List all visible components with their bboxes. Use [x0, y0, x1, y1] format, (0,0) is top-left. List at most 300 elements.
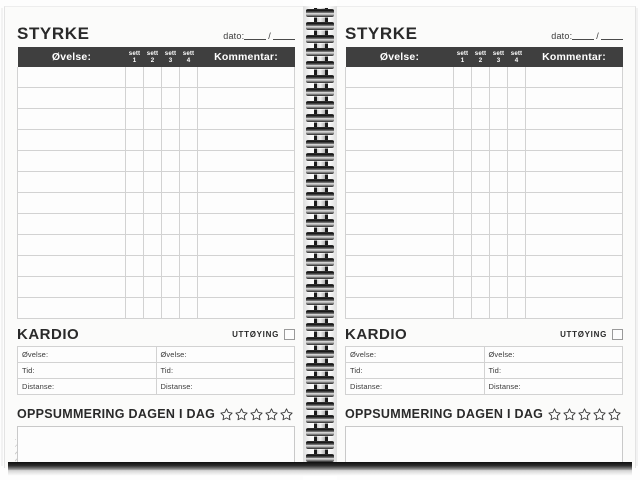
- table-cell[interactable]: [126, 67, 144, 88]
- cardio-cell[interactable]: Øvelse:: [156, 347, 295, 363]
- book-bottom-glow: [8, 471, 632, 476]
- table-cell[interactable]: [180, 256, 198, 277]
- date-month-blank[interactable]: [601, 39, 623, 40]
- summary-header: [17, 405, 295, 423]
- page-edge-left: [1, 8, 3, 466]
- spiral-coil-ring: [306, 245, 334, 253]
- spiral-coil-ring: [306, 441, 334, 449]
- table-cell[interactable]: [346, 235, 454, 256]
- table-row: [346, 298, 623, 319]
- table-cell[interactable]: [18, 256, 126, 277]
- table-cell[interactable]: [508, 235, 526, 256]
- table-cell[interactable]: [346, 193, 454, 214]
- cardio-row: [18, 363, 295, 379]
- table-cell[interactable]: [144, 130, 162, 151]
- star-icon[interactable]: [235, 408, 248, 421]
- table-cell[interactable]: [346, 298, 454, 319]
- strength-table-body: [346, 67, 623, 319]
- cardio-cell[interactable]: Distanse:: [346, 379, 485, 395]
- table-cell[interactable]: [526, 130, 623, 151]
- table-cell[interactable]: [472, 67, 490, 88]
- cardio-table: [17, 346, 295, 395]
- table-cell[interactable]: [508, 277, 526, 298]
- right-page: [333, 6, 636, 468]
- cardio-header: [17, 326, 295, 343]
- table-row: [346, 214, 623, 235]
- table-cell[interactable]: [144, 214, 162, 235]
- table-cell[interactable]: [526, 88, 623, 109]
- stretch-checkbox[interactable]: [284, 329, 295, 340]
- strength-table: [345, 47, 623, 319]
- table-cell[interactable]: [526, 256, 623, 277]
- spiral-coil-ring: [306, 415, 334, 423]
- strength-table: [17, 47, 295, 319]
- column-header-set-2: [144, 47, 162, 67]
- column-header-comment: Kommentar:: [526, 47, 623, 67]
- table-cell[interactable]: [508, 256, 526, 277]
- spiral-coil-ring: [306, 179, 334, 187]
- table-cell[interactable]: [180, 130, 198, 151]
- table-cell[interactable]: [18, 88, 126, 109]
- summary-title: OPPSUMMERING DAGEN I DAG: [17, 407, 216, 421]
- set-number-2: 2: [150, 57, 155, 64]
- table-cell[interactable]: [526, 214, 623, 235]
- table-cell[interactable]: [472, 193, 490, 214]
- table-cell[interactable]: [472, 109, 490, 130]
- column-header-exercise: Øvelse:: [18, 47, 126, 67]
- table-row: [346, 235, 623, 256]
- cardio-cell[interactable]: Øvelse:: [18, 347, 157, 363]
- table-cell[interactable]: [126, 214, 144, 235]
- cardio-row: [18, 379, 295, 395]
- spiral-coil-ring: [306, 232, 334, 240]
- table-cell[interactable]: [490, 88, 508, 109]
- rating-stars[interactable]: [548, 408, 621, 421]
- table-cell[interactable]: [198, 172, 295, 193]
- table-cell[interactable]: [508, 88, 526, 109]
- table-cell[interactable]: [454, 298, 472, 319]
- spiral-coil-ring: [306, 350, 334, 358]
- table-cell[interactable]: [490, 109, 508, 130]
- spiral-coil-ring: [306, 297, 334, 305]
- set-word-3: sett: [492, 49, 505, 57]
- table-cell[interactable]: [198, 193, 295, 214]
- star-icon[interactable]: [265, 408, 278, 421]
- spiral-coil-ring: [306, 61, 334, 69]
- table-cell[interactable]: [198, 214, 295, 235]
- table-row: [346, 109, 623, 130]
- table-row: [18, 256, 295, 277]
- date-label: dato:: [551, 31, 573, 41]
- summary-header: [345, 405, 623, 423]
- set-word-1: sett: [128, 49, 141, 57]
- table-cell[interactable]: [346, 88, 454, 109]
- strength-header: [345, 21, 623, 43]
- cardio-title: KARDIO: [345, 326, 408, 343]
- table-cell[interactable]: [454, 235, 472, 256]
- star-icon[interactable]: [548, 408, 561, 421]
- table-cell[interactable]: [472, 151, 490, 172]
- date-field[interactable]: [551, 31, 623, 43]
- star-icon[interactable]: [608, 408, 621, 421]
- table-cell[interactable]: [472, 277, 490, 298]
- table-cell[interactable]: [198, 151, 295, 172]
- table-cell[interactable]: [198, 109, 295, 130]
- cardio-row: [346, 363, 623, 379]
- spiral-coil-ring: [306, 337, 334, 345]
- table-cell[interactable]: [346, 214, 454, 235]
- table-cell[interactable]: [18, 214, 126, 235]
- table-row: [346, 172, 623, 193]
- spiral-coil-ring: [306, 192, 334, 200]
- table-cell[interactable]: [162, 130, 180, 151]
- spiral-coil-ring: [306, 389, 334, 397]
- table-cell[interactable]: [144, 88, 162, 109]
- table-cell[interactable]: [526, 277, 623, 298]
- table-cell[interactable]: [126, 277, 144, 298]
- spiral-coil-ring: [306, 428, 334, 436]
- table-row: [346, 88, 623, 109]
- table-cell[interactable]: [144, 109, 162, 130]
- table-row: [18, 193, 295, 214]
- table-cell[interactable]: [144, 67, 162, 88]
- table-cell[interactable]: [526, 298, 623, 319]
- table-cell[interactable]: [18, 193, 126, 214]
- set-word-2: sett: [474, 49, 487, 57]
- set-word-4: sett: [510, 49, 523, 57]
- table-cell[interactable]: [144, 193, 162, 214]
- stretch-label: UTTØYING: [560, 330, 607, 339]
- cardio-cell[interactable]: Distanse:: [484, 379, 623, 395]
- set-number-3: 3: [168, 57, 173, 64]
- table-cell[interactable]: [346, 109, 454, 130]
- table-row: [18, 214, 295, 235]
- table-row: [18, 235, 295, 256]
- table-cell[interactable]: [526, 193, 623, 214]
- cardio-row: [346, 379, 623, 395]
- table-cell[interactable]: [198, 235, 295, 256]
- cardio-cell[interactable]: Øvelse:: [346, 347, 485, 363]
- column-header-set-1: [454, 47, 472, 67]
- cardio-header: [345, 326, 623, 343]
- table-cell[interactable]: [162, 298, 180, 319]
- table-cell[interactable]: [144, 172, 162, 193]
- column-header-set-2: [472, 47, 490, 67]
- table-cell[interactable]: [126, 172, 144, 193]
- left-page: [4, 6, 307, 468]
- table-cell[interactable]: [490, 151, 508, 172]
- table-cell[interactable]: [454, 151, 472, 172]
- spiral-coil-ring: [306, 127, 334, 135]
- left-page-content: [17, 21, 295, 470]
- rating-stars[interactable]: [220, 408, 293, 421]
- table-cell[interactable]: [454, 214, 472, 235]
- column-header-set-3: [162, 47, 180, 67]
- table-cell[interactable]: [454, 193, 472, 214]
- spiral-coil-ring: [306, 323, 334, 331]
- table-cell[interactable]: [180, 88, 198, 109]
- table-row: [346, 256, 623, 277]
- table-cell[interactable]: [346, 277, 454, 298]
- cardio-row: [346, 347, 623, 363]
- table-cell[interactable]: [526, 67, 623, 88]
- spiral-coil-ring: [306, 114, 334, 122]
- column-header-set-1: [126, 47, 144, 67]
- table-cell[interactable]: [162, 256, 180, 277]
- table-row: [18, 172, 295, 193]
- table-cell[interactable]: [490, 298, 508, 319]
- table-cell[interactable]: [454, 109, 472, 130]
- table-cell[interactable]: [18, 298, 126, 319]
- table-cell[interactable]: [18, 277, 126, 298]
- table-cell[interactable]: [526, 151, 623, 172]
- table-cell[interactable]: [198, 277, 295, 298]
- table-cell[interactable]: [180, 151, 198, 172]
- cardio-cell[interactable]: Tid:: [156, 363, 295, 379]
- table-cell[interactable]: [180, 172, 198, 193]
- table-cell[interactable]: [490, 214, 508, 235]
- set-number-1: 1: [460, 57, 465, 64]
- column-header-set-4: [508, 47, 526, 67]
- cardio-cell[interactable]: Distanse:: [156, 379, 295, 395]
- table-row: [18, 88, 295, 109]
- table-cell[interactable]: [490, 256, 508, 277]
- star-icon[interactable]: [578, 408, 591, 421]
- table-cell[interactable]: [472, 256, 490, 277]
- table-cell[interactable]: [472, 88, 490, 109]
- column-header-comment: Kommentar:: [198, 47, 295, 67]
- table-cell[interactable]: [508, 172, 526, 193]
- table-cell[interactable]: [490, 130, 508, 151]
- table-cell[interactable]: [162, 277, 180, 298]
- table-cell[interactable]: [126, 298, 144, 319]
- table-cell[interactable]: [180, 214, 198, 235]
- spiral-coil-ring: [306, 284, 334, 292]
- spiral-coil-ring: [306, 402, 334, 410]
- date-separator: /: [268, 31, 271, 41]
- cardio-cell[interactable]: Distanse:: [18, 379, 157, 395]
- table-cell[interactable]: [126, 235, 144, 256]
- table-cell[interactable]: [162, 214, 180, 235]
- table-cell[interactable]: [162, 151, 180, 172]
- table-cell[interactable]: [162, 172, 180, 193]
- spiral-coil-ring: [306, 88, 334, 96]
- table-cell[interactable]: [490, 235, 508, 256]
- table-cell[interactable]: [526, 172, 623, 193]
- table-cell[interactable]: [180, 298, 198, 319]
- spiral-coil-ring: [306, 310, 334, 318]
- set-word-1: sett: [456, 49, 469, 57]
- table-row: [18, 130, 295, 151]
- table-cell[interactable]: [162, 235, 180, 256]
- table-row: [346, 277, 623, 298]
- table-cell[interactable]: [346, 256, 454, 277]
- table-cell[interactable]: [508, 130, 526, 151]
- cardio-cell[interactable]: Øvelse:: [484, 347, 623, 363]
- table-cell[interactable]: [126, 193, 144, 214]
- table-cell[interactable]: [346, 130, 454, 151]
- set-number-3: 3: [496, 57, 501, 64]
- date-label: dato:: [223, 31, 245, 41]
- set-number-4: 4: [186, 57, 191, 64]
- table-cell[interactable]: [346, 151, 454, 172]
- spiral-coil-ring: [306, 166, 334, 174]
- table-cell[interactable]: [454, 172, 472, 193]
- table-row: [346, 193, 623, 214]
- stretch-group[interactable]: [560, 329, 623, 340]
- table-cell[interactable]: [454, 130, 472, 151]
- table-cell[interactable]: [18, 172, 126, 193]
- date-day-blank[interactable]: [244, 39, 266, 40]
- star-icon[interactable]: [280, 408, 293, 421]
- spiral-coil-ring: [306, 22, 334, 30]
- table-cell[interactable]: [180, 109, 198, 130]
- table-cell[interactable]: [144, 298, 162, 319]
- table-cell[interactable]: [180, 193, 198, 214]
- table-cell[interactable]: [454, 88, 472, 109]
- cardio-cell[interactable]: Tid:: [18, 363, 157, 379]
- cardio-row: [18, 347, 295, 363]
- spiral-coil-ring: [306, 35, 334, 43]
- spiral-coil-ring: [306, 258, 334, 266]
- spiral-coil-ring: [306, 363, 334, 371]
- book-bottom-shadow: [8, 462, 632, 471]
- table-cell[interactable]: [180, 67, 198, 88]
- table-cell[interactable]: [490, 277, 508, 298]
- spiral-coil-ring: [306, 75, 334, 83]
- table-row: [346, 130, 623, 151]
- column-header-set-4: [180, 47, 198, 67]
- spiral-coil-ring: [306, 206, 334, 214]
- table-cell[interactable]: [180, 277, 198, 298]
- table-cell[interactable]: [162, 88, 180, 109]
- table-cell[interactable]: [454, 256, 472, 277]
- table-cell[interactable]: [346, 67, 454, 88]
- table-cell[interactable]: [162, 109, 180, 130]
- table-cell[interactable]: [198, 88, 295, 109]
- strength-header: [17, 21, 295, 43]
- table-cell[interactable]: [490, 193, 508, 214]
- table-cell[interactable]: [454, 277, 472, 298]
- cardio-cell[interactable]: Tid:: [484, 363, 623, 379]
- stretch-group[interactable]: [232, 329, 295, 340]
- strength-table-body: [18, 67, 295, 319]
- table-cell[interactable]: [472, 235, 490, 256]
- page-edge-right: [636, 8, 638, 466]
- table-cell[interactable]: [508, 109, 526, 130]
- table-cell[interactable]: [162, 67, 180, 88]
- table-cell[interactable]: [472, 130, 490, 151]
- table-cell[interactable]: [508, 151, 526, 172]
- star-icon[interactable]: [220, 408, 233, 421]
- set-word-4: sett: [182, 49, 195, 57]
- table-cell[interactable]: [472, 214, 490, 235]
- strength-table-header-row: [346, 47, 623, 67]
- table-cell[interactable]: [144, 235, 162, 256]
- table-cell[interactable]: [346, 172, 454, 193]
- table-cell[interactable]: [508, 193, 526, 214]
- table-cell[interactable]: [18, 130, 126, 151]
- table-cell[interactable]: [198, 298, 295, 319]
- table-cell[interactable]: [126, 256, 144, 277]
- star-icon[interactable]: [593, 408, 606, 421]
- table-cell[interactable]: [126, 109, 144, 130]
- table-row: [18, 298, 295, 319]
- cardio-title: KARDIO: [17, 326, 80, 343]
- table-row: [18, 109, 295, 130]
- table-cell[interactable]: [126, 130, 144, 151]
- table-cell[interactable]: [180, 235, 198, 256]
- spiral-coil-ring: [306, 101, 334, 109]
- cardio-cell[interactable]: Tid:: [346, 363, 485, 379]
- star-icon[interactable]: [250, 408, 263, 421]
- cardio-table: [345, 346, 623, 395]
- set-number-1: 1: [132, 57, 137, 64]
- table-row: [346, 67, 623, 88]
- table-row: [18, 151, 295, 172]
- table-cell[interactable]: [18, 235, 126, 256]
- strength-title: STYRKE: [345, 24, 418, 43]
- date-month-blank[interactable]: [273, 39, 295, 40]
- star-icon[interactable]: [563, 408, 576, 421]
- spiral-coil-ring: [306, 376, 334, 384]
- strength-title: STYRKE: [17, 24, 90, 43]
- set-word-3: sett: [164, 49, 177, 57]
- table-cell[interactable]: [198, 67, 295, 88]
- table-cell[interactable]: [490, 172, 508, 193]
- table-cell[interactable]: [144, 256, 162, 277]
- spiral-coil-ring: [306, 219, 334, 227]
- spiral-coil-ring: [306, 9, 334, 17]
- table-cell[interactable]: [508, 298, 526, 319]
- table-cell[interactable]: [144, 151, 162, 172]
- set-word-2: sett: [146, 49, 159, 57]
- table-cell[interactable]: [18, 109, 126, 130]
- spiral-coil-ring: [306, 271, 334, 279]
- table-cell[interactable]: [472, 298, 490, 319]
- table-cell[interactable]: [126, 151, 144, 172]
- table-cell[interactable]: [18, 151, 126, 172]
- table-cell[interactable]: [508, 67, 526, 88]
- table-cell[interactable]: [490, 67, 508, 88]
- date-separator: /: [596, 31, 599, 41]
- strength-table-header-row: [18, 47, 295, 67]
- table-cell[interactable]: [526, 109, 623, 130]
- table-cell[interactable]: [144, 277, 162, 298]
- table-cell[interactable]: [508, 214, 526, 235]
- column-header-set-3: [490, 47, 508, 67]
- column-header-exercise: Øvelse:: [346, 47, 454, 67]
- table-cell[interactable]: [526, 235, 623, 256]
- date-day-blank[interactable]: [572, 39, 594, 40]
- summary-title: OPPSUMMERING DAGEN I DAG: [345, 407, 544, 421]
- table-cell[interactable]: [126, 88, 144, 109]
- table-cell[interactable]: [472, 172, 490, 193]
- table-row: [346, 151, 623, 172]
- spiral-coil-ring: [306, 140, 334, 148]
- table-cell[interactable]: [454, 67, 472, 88]
- table-cell[interactable]: [198, 256, 295, 277]
- right-page-content: [345, 21, 623, 470]
- date-field[interactable]: [223, 31, 295, 43]
- stretch-checkbox[interactable]: [612, 329, 623, 340]
- table-row: [18, 67, 295, 88]
- table-cell[interactable]: [162, 193, 180, 214]
- spiral-coil-ring: [306, 153, 334, 161]
- table-cell[interactable]: [18, 67, 126, 88]
- table-cell[interactable]: [198, 130, 295, 151]
- spiral-coil-ring: [306, 48, 334, 56]
